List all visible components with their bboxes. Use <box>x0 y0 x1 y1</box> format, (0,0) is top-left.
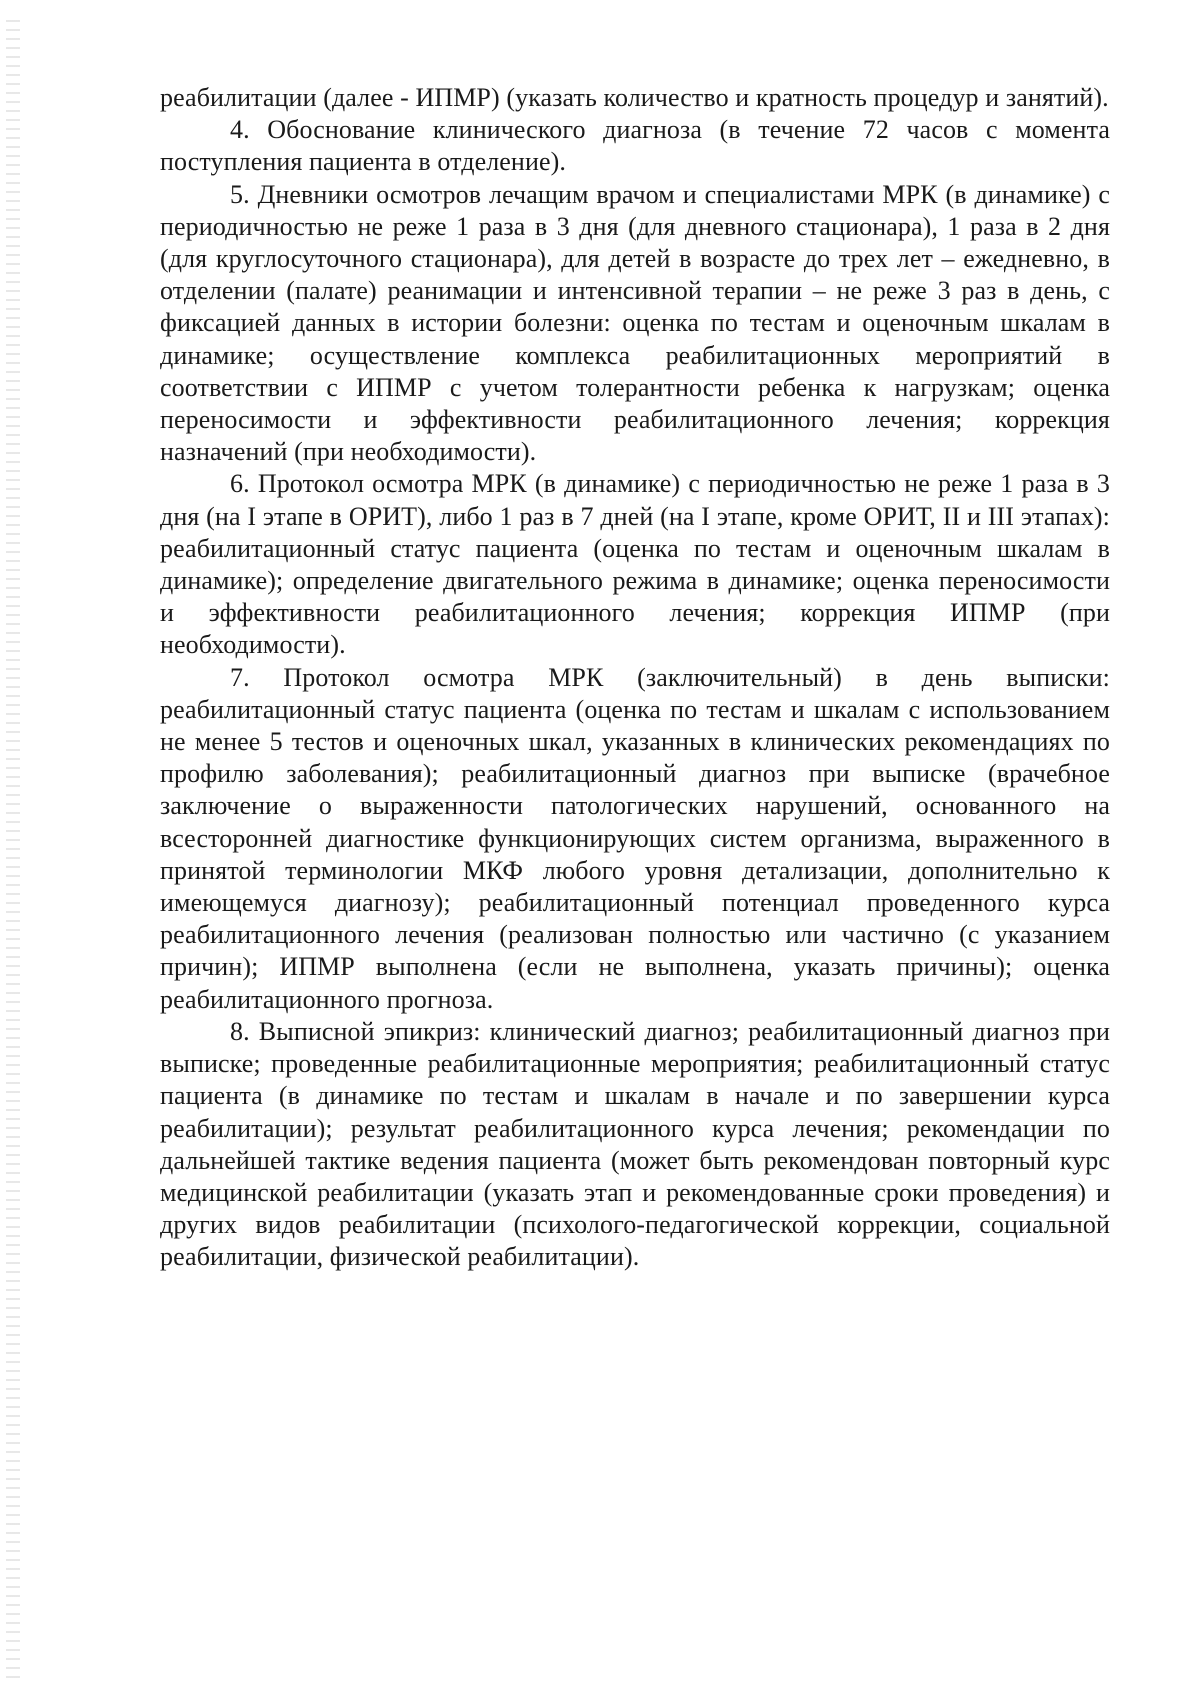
paragraph-item-7: 7. Протокол осмотра МРК (заключительный) в день выписки: реабилитационный статус пациента (оценка по тестам и шкалам с использованием не менее 5 тестов и оценочных шкал, указанных в клинических рекомендациях по профилю заболевания); реабилитационный диагноз при выписке (врачебное заключение о выраженности патологических нарушений, основанного на всесторонней диагностике функционирующих систем организма, выраженного в принятой терминологии МКФ любого уровня детализации, дополнительно к имеющемуся диагнозу); реабилитационный потенциал проведенного курса реабилитационного лечения (реализован полностью или частично (с указанием причин); ИПМР выполнена (если не выполнена, указать причины); оценка реабилитационного прогноза. <box>160 662 1110 1014</box>
document-body <box>160 82 1110 1274</box>
paragraph-item-5: 5. Дневники осмотров лечащим врачом и специалистами МРК (в динамике) с периодичностью не реже 1 раза в 3 дня (для дневного стационара), 1 раза в 2 дня (для круглосуточного стационара), для детей в возрасте до трех лет – ежедневно, в отделении (палате) реанимации и интенсивной терапии – не реже 3 раз в день, с фиксацией данных в истории болезни: оценка по тестам и оценочным шкалам в динамике; осуществление комплекса реабилитационных мероприятий в соответствии с ИПМР с учетом толерантности ребенка к нагрузкам; оценка переносимости и эффективности реабилитационного лечения; коррекция назначений (при необходимости). <box>160 179 1110 467</box>
paragraph-item-8: 8. Выписной эпикриз: клинический диагноз; реабилитационный диагноз при выписке; проведенные реабилитационные мероприятия; реабилитационный статус пациента (в динамике по тестам и шкалам в начале и по завершении курса реабилитации); результат реабилитационного курса лечения; рекомендации по дальнейшей тактике ведения пациента (может быть рекомендован повторный курс медицинской реабилитации (указать этап и рекомендованные сроки проведения) и других видов реабилитации (психолого-педагогической коррекции, социальной реабилитации, физической реабилитации). <box>160 1016 1110 1272</box>
paragraph-item-4: 4. Обоснование клинического диагноза (в течение 72 часов с момента поступления пациента в отделение). <box>160 115 1110 177</box>
paragraph-continuation: реабилитации (далее - ИПМР) (указать количество и кратность процедур и занятий). <box>160 83 1109 112</box>
paragraph-item-6: 6. Протокол осмотра МРК (в динамике) с периодичностью не реже 1 раза в 3 дня (на I этапе в ОРИТ), либо 1 раз в 7 дней (на I этапе, кроме ОРИТ, II и III этапах): реабилитационный статус пациента (оценка по тестам и оценочным шкалам в динамике); определение двигательного режима в динамике; оценка переносимости и эффективности реабилитационного лечения; коррекция ИПМР (при необходимости). <box>160 469 1110 660</box>
scan-edge-artifact <box>6 20 20 1680</box>
